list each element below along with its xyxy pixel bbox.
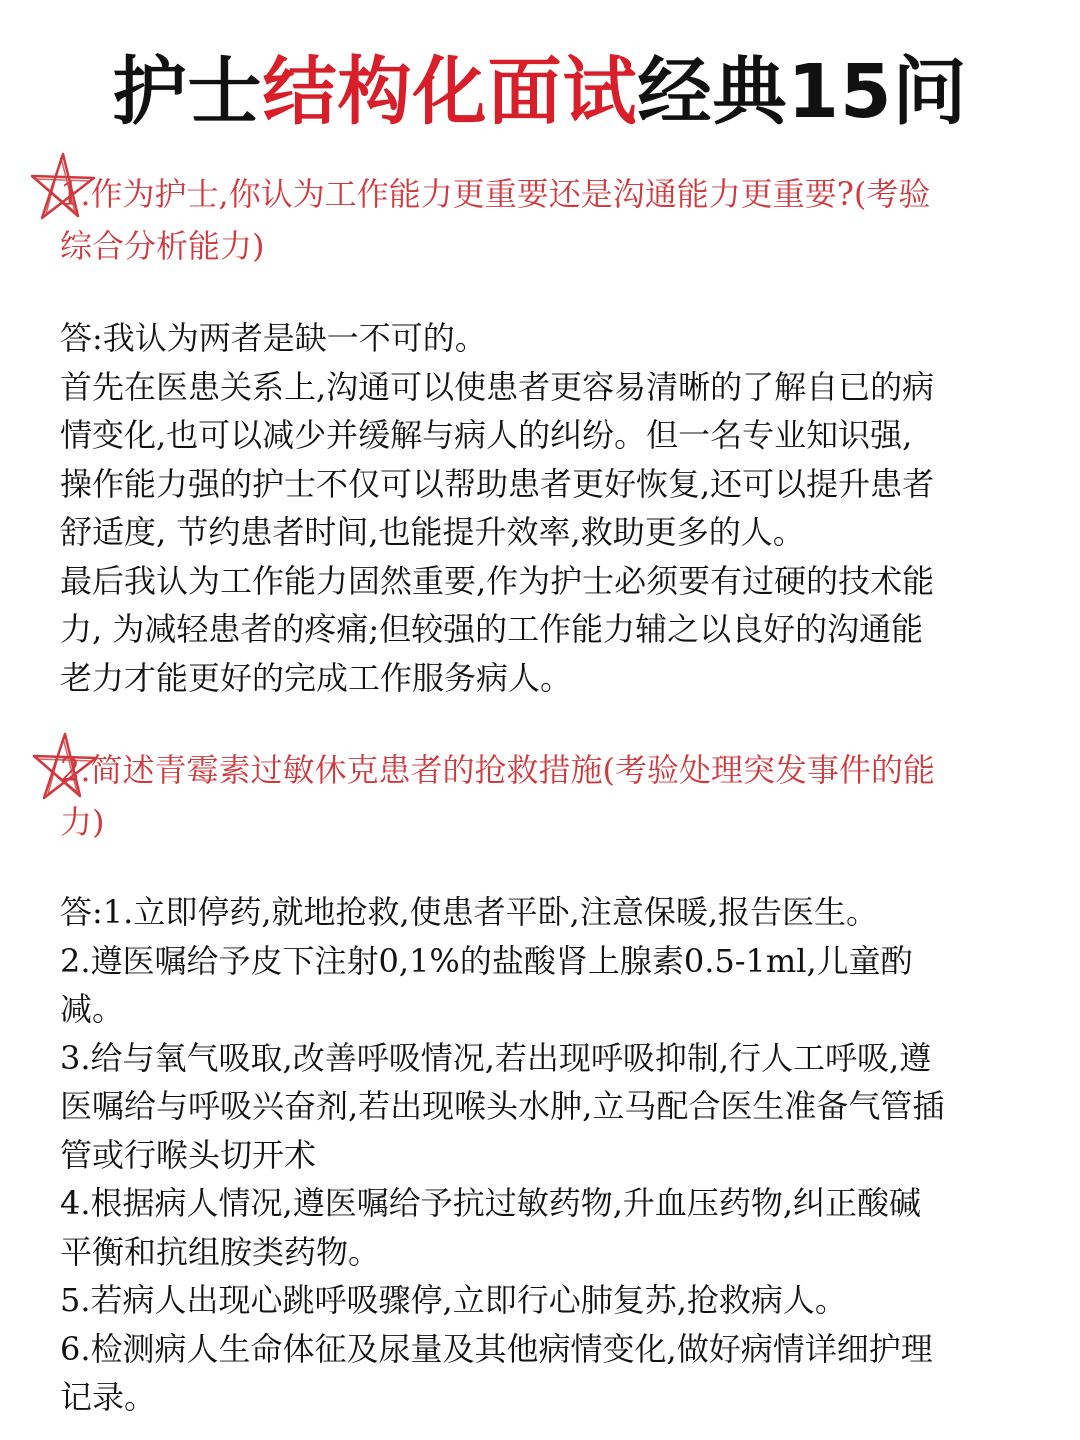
- page-title: [0, 46, 1080, 138]
- question-line: 综合分析能力): [60, 227, 265, 265]
- title-part-1: 护士: [112, 49, 263, 135]
- answer-line: 操作能力强的护士不仅可以帮助患者更好恢复,还可以提升患者: [60, 464, 935, 503]
- answer-line: 管或行喉头切开术: [60, 1135, 317, 1174]
- answer-line: 记录。: [60, 1378, 157, 1416]
- question-line: 1.作为护士,你认为工作能力更重要还是沟通能力更重要?(考验: [60, 175, 931, 213]
- answer-line: 老力才能更好的完成工作服务病人。: [60, 658, 573, 697]
- answer-line: 情变化,也可以减少并缓解与病人的纠纷。但一名专业知识强,: [60, 416, 913, 454]
- answer-1: [60, 314, 1030, 702]
- answer-line: 答:我认为两者是缺一不可的。: [60, 319, 487, 357]
- title-part-3: 经典15问: [637, 49, 968, 135]
- answer-line: 最后我认为工作能力固然重要,作为护士必须要有过硬的技术能: [60, 561, 935, 600]
- answer-line: 医嘱给与呼吸兴奋剂,若出现喉头水肿,立马配合医生准备气管插: [60, 1087, 945, 1125]
- answer-line: 力, 为减轻患者的疼痛;但较强的工作能力辅之以良好的沟通能: [60, 610, 924, 648]
- answer-line: 2.遵医嘱给予皮下注射0,1%的盐酸肾上腺素0.5-1ml,儿童酌: [60, 941, 913, 980]
- answer-line: 平衡和抗组胺类药物。: [60, 1232, 381, 1271]
- answer-line: 5.若病人出现心跳呼吸骤停,立即行心肺复苏,抢救病人。: [60, 1281, 847, 1319]
- answer-line: 减。: [60, 990, 125, 1028]
- question-2: [60, 744, 1020, 848]
- question-1: [60, 168, 1020, 272]
- title-part-2: 结构化面试: [262, 49, 638, 135]
- answer-2: [60, 888, 1030, 1422]
- answer-line: 答:1.立即停药,就地抢救,使患者平卧,注意保暖,报告医生。: [60, 893, 879, 931]
- question-line: 力): [60, 803, 105, 841]
- answer-line: 6.检测病人生命体征及尿量及其他病情变化,做好病情详细护理: [60, 1329, 933, 1368]
- answer-line: 3.给与氧气吸取,改善呼吸情况,若出现呼吸抑制,行人工呼吸,遵: [60, 1038, 932, 1077]
- answer-line: 首先在医患关系上,沟通可以使患者更容易清晰的了解自已的病: [60, 367, 935, 406]
- answer-line: 4.根据病人情况,遵医嘱给予抗过敏药物,升血压药物,纠正酸碱: [60, 1184, 922, 1222]
- answer-line: 舒适度, 节约患者时间,也能提升效率,救助更多的人。: [60, 513, 805, 551]
- question-line: 2.简述青霉素过敏休克患者的抢救措施(考验处理突发事件的能: [60, 751, 936, 789]
